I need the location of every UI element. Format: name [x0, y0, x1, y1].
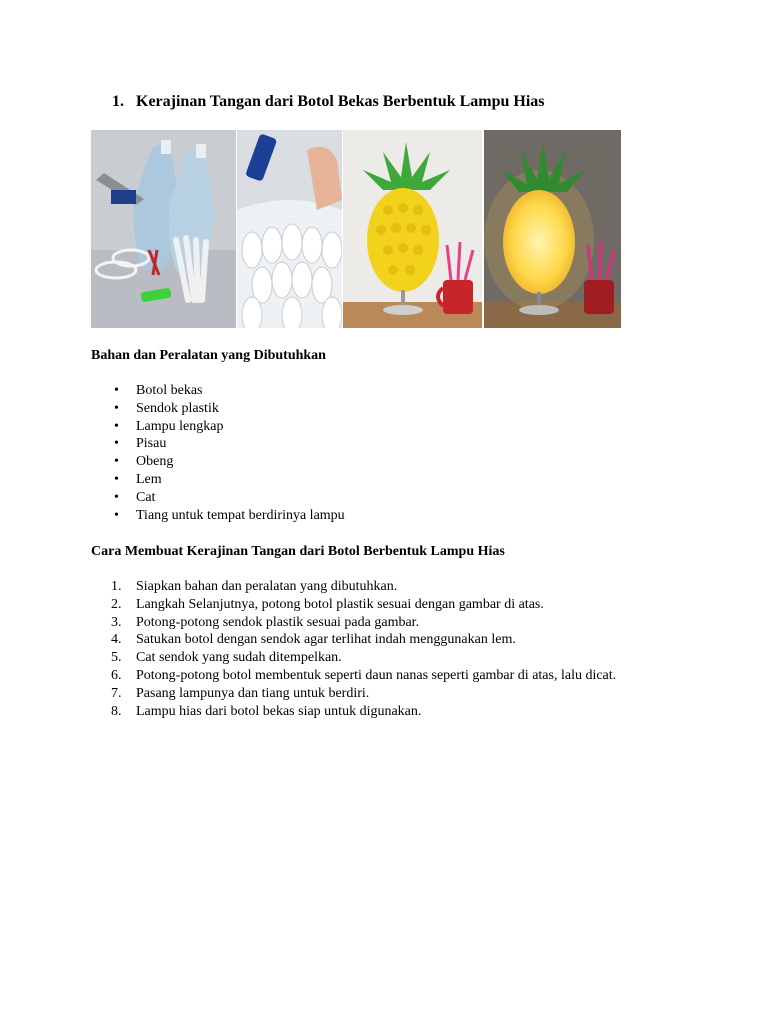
step-item: 5. Cat sendok yang sudah ditempelkan. — [111, 650, 342, 666]
list-item: • Cat — [114, 489, 156, 505]
step-item: 6. Potong-potong botol membentuk seperti daun nanas seperti gambar di atas, lalu dicat. — [111, 667, 617, 683]
heading-title: Kerajinan Tangan dari Botol Bekas Berbentuk Lampu Hias — [136, 93, 545, 110]
photo-strip — [91, 130, 621, 328]
list-item: • Sendok plastik — [114, 400, 219, 416]
materials-list — [91, 382, 345, 524]
photo-pineapple-lamp-on — [484, 130, 621, 328]
step-item: 7. Pasang lampunya dan tiang untuk berdiri. — [111, 685, 370, 701]
bullet-icon: • — [114, 489, 119, 505]
section-heading — [112, 93, 545, 111]
list-item: • Pisau — [114, 436, 167, 452]
bullet-icon: • — [114, 418, 119, 434]
list-item: • Botol bekas — [114, 383, 203, 398]
photo-gluing-spoons — [237, 130, 342, 328]
list-item: • Lampu lengkap — [114, 418, 224, 434]
steps-title: Cara Membuat Kerajinan Tangan dari Botol Berbentuk Lampu Hias — [91, 544, 505, 559]
bullet-icon: • — [114, 400, 119, 416]
list-item: • Obeng — [114, 454, 174, 470]
step-item: 1. Siapkan bahan dan peralatan yang dibutuhkan. — [111, 579, 398, 594]
bullet-icon: • — [114, 454, 119, 470]
steps-list — [91, 578, 616, 720]
materials-title: Bahan dan Peralatan yang Dibutuhkan — [91, 348, 326, 363]
bullet-icon: • — [114, 436, 119, 452]
step-item: 3. Potong-potong sendok plastik sesuai pada gambar. — [111, 614, 420, 630]
bullet-icon: • — [114, 507, 119, 523]
step-item: 8. Lampu hias dari botol bekas siap untuk digunakan. — [111, 703, 422, 719]
step-item: 2. Langkah Selanjutnya, potong botol plastik sesuai dengan gambar di atas. — [111, 596, 544, 612]
heading-number: 1. — [112, 93, 124, 110]
list-item: • Tiang untuk tempat berdirinya lampu — [114, 507, 345, 523]
step-item: 4. Satukan botol dengan sendok agar terlihat indah menggunakan lem. — [111, 632, 516, 648]
list-item: • Lem — [114, 471, 162, 487]
bullet-icon: • — [114, 383, 119, 398]
bullet-icon: • — [114, 471, 119, 487]
photo-pineapple-lamp-off — [343, 130, 482, 328]
photo-materials — [91, 130, 236, 328]
